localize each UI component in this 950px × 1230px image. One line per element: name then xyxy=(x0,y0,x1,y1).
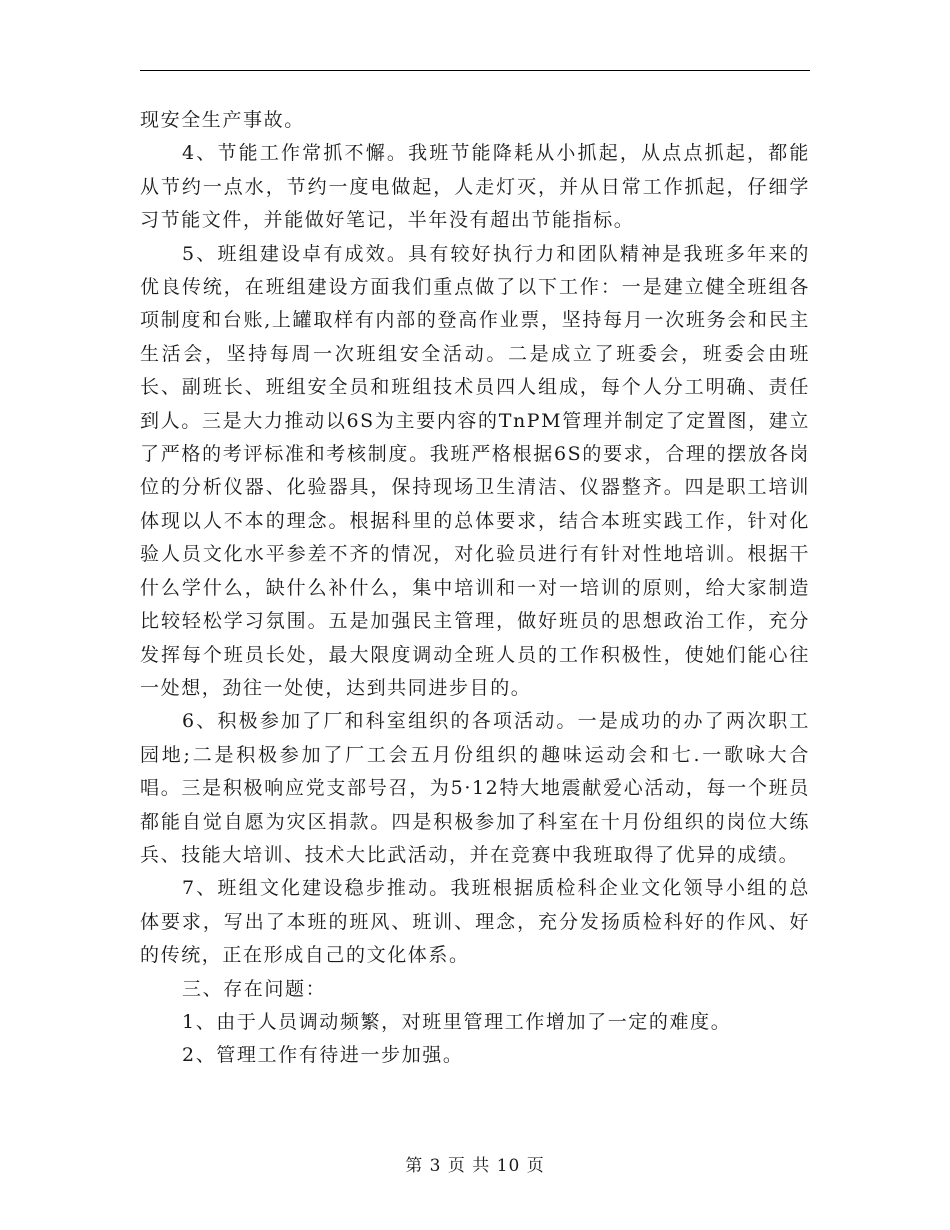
paragraph-energy-saving: 4、节能工作常抓不懈。我班节能降耗从小抓起，从点点抓起，都能从节约一点水，节约一度电做起，人走灯灭，并从日常工作抓起，仔细学习节能文件，并能做好笔记，半年没有超出节能指标。 xyxy=(140,142,810,232)
header-rule xyxy=(140,70,810,71)
paragraph-team-building: 5、班组建设卓有成效。具有较好执行力和团队精神是我班多年来的优良传统，在班组建设方面我们重点做了以下工作：一是建立健全班组各项制度和台账,上罐取样有内部的登高作业票，坚持每月一次班务会和民主生活会，坚持每周一次班组安全活动。二是成立了班委会，班委会由班长、副班长、班组安全员和班组技术员四人组成，每个人分工明确、责任到人。三是大力推动以6S为主要内容的TnPM管理并制定了定置图，建立了严格的考评标准和考核制度。我班严格根据6S的要求，合理的摆放各岗位的分析仪器、化验器具，保持现场卫生清洁、仪器整齐。四是职工培训体现以人不本的理念。根据科里的总体要求，结合本班实践工作，针对化验人员文化水平参差不齐的情况，对化验员进行有针对性地培训。根据干什么学什么，缺什么补什么，集中培训和一对一培训的原则，给大家制造比较轻松学习氛围。五是加强民主管理，做好班员的思想政治工作，充分发挥每个班员长处，最大限度调动全班人员的工作积极性，使她们能心往一处想，劲往一处使，达到共同进步目的。 xyxy=(140,242,810,699)
page-number: 第 3 页 共 10 页 xyxy=(405,1156,545,1176)
problem-item-2: 2、管理工作有待进一步加强。 xyxy=(182,1044,464,1067)
section-heading-problems: 三、存在问题： xyxy=(182,977,327,1000)
document-body xyxy=(140,104,810,1073)
page-footer xyxy=(0,1151,950,1176)
paragraph-team-culture: 7、班组文化建设稳步推动。我班根据质检科企业文化领导小组的总体要求，写出了本班的班风、班训、理念，充分发扬质检科好的作风、好的传统，正在形成自己的文化体系。 xyxy=(140,877,810,967)
problem-item-1: 1、由于人员调动频繁，对班里管理工作增加了一定的难度。 xyxy=(182,1010,732,1033)
paragraph-continuation: 现安全生产事故。 xyxy=(140,109,305,131)
paragraph-activities: 6、积极参加了厂和科室组织的各项活动。一是成功的办了两次职工园地;二是积极参加了厂工会五月份组织的趣味运动会和七.一歌咏大合唱。三是积极响应党支部号召，为5·12特大地震献爱心活动，每一个班员都能自觉自愿为灾区捐款。四是积极参加了科室在十月份组织的岗位大练兵、技能大培训、技术大比武活动，并在竞赛中我班取得了优异的成绩。 xyxy=(140,710,810,866)
